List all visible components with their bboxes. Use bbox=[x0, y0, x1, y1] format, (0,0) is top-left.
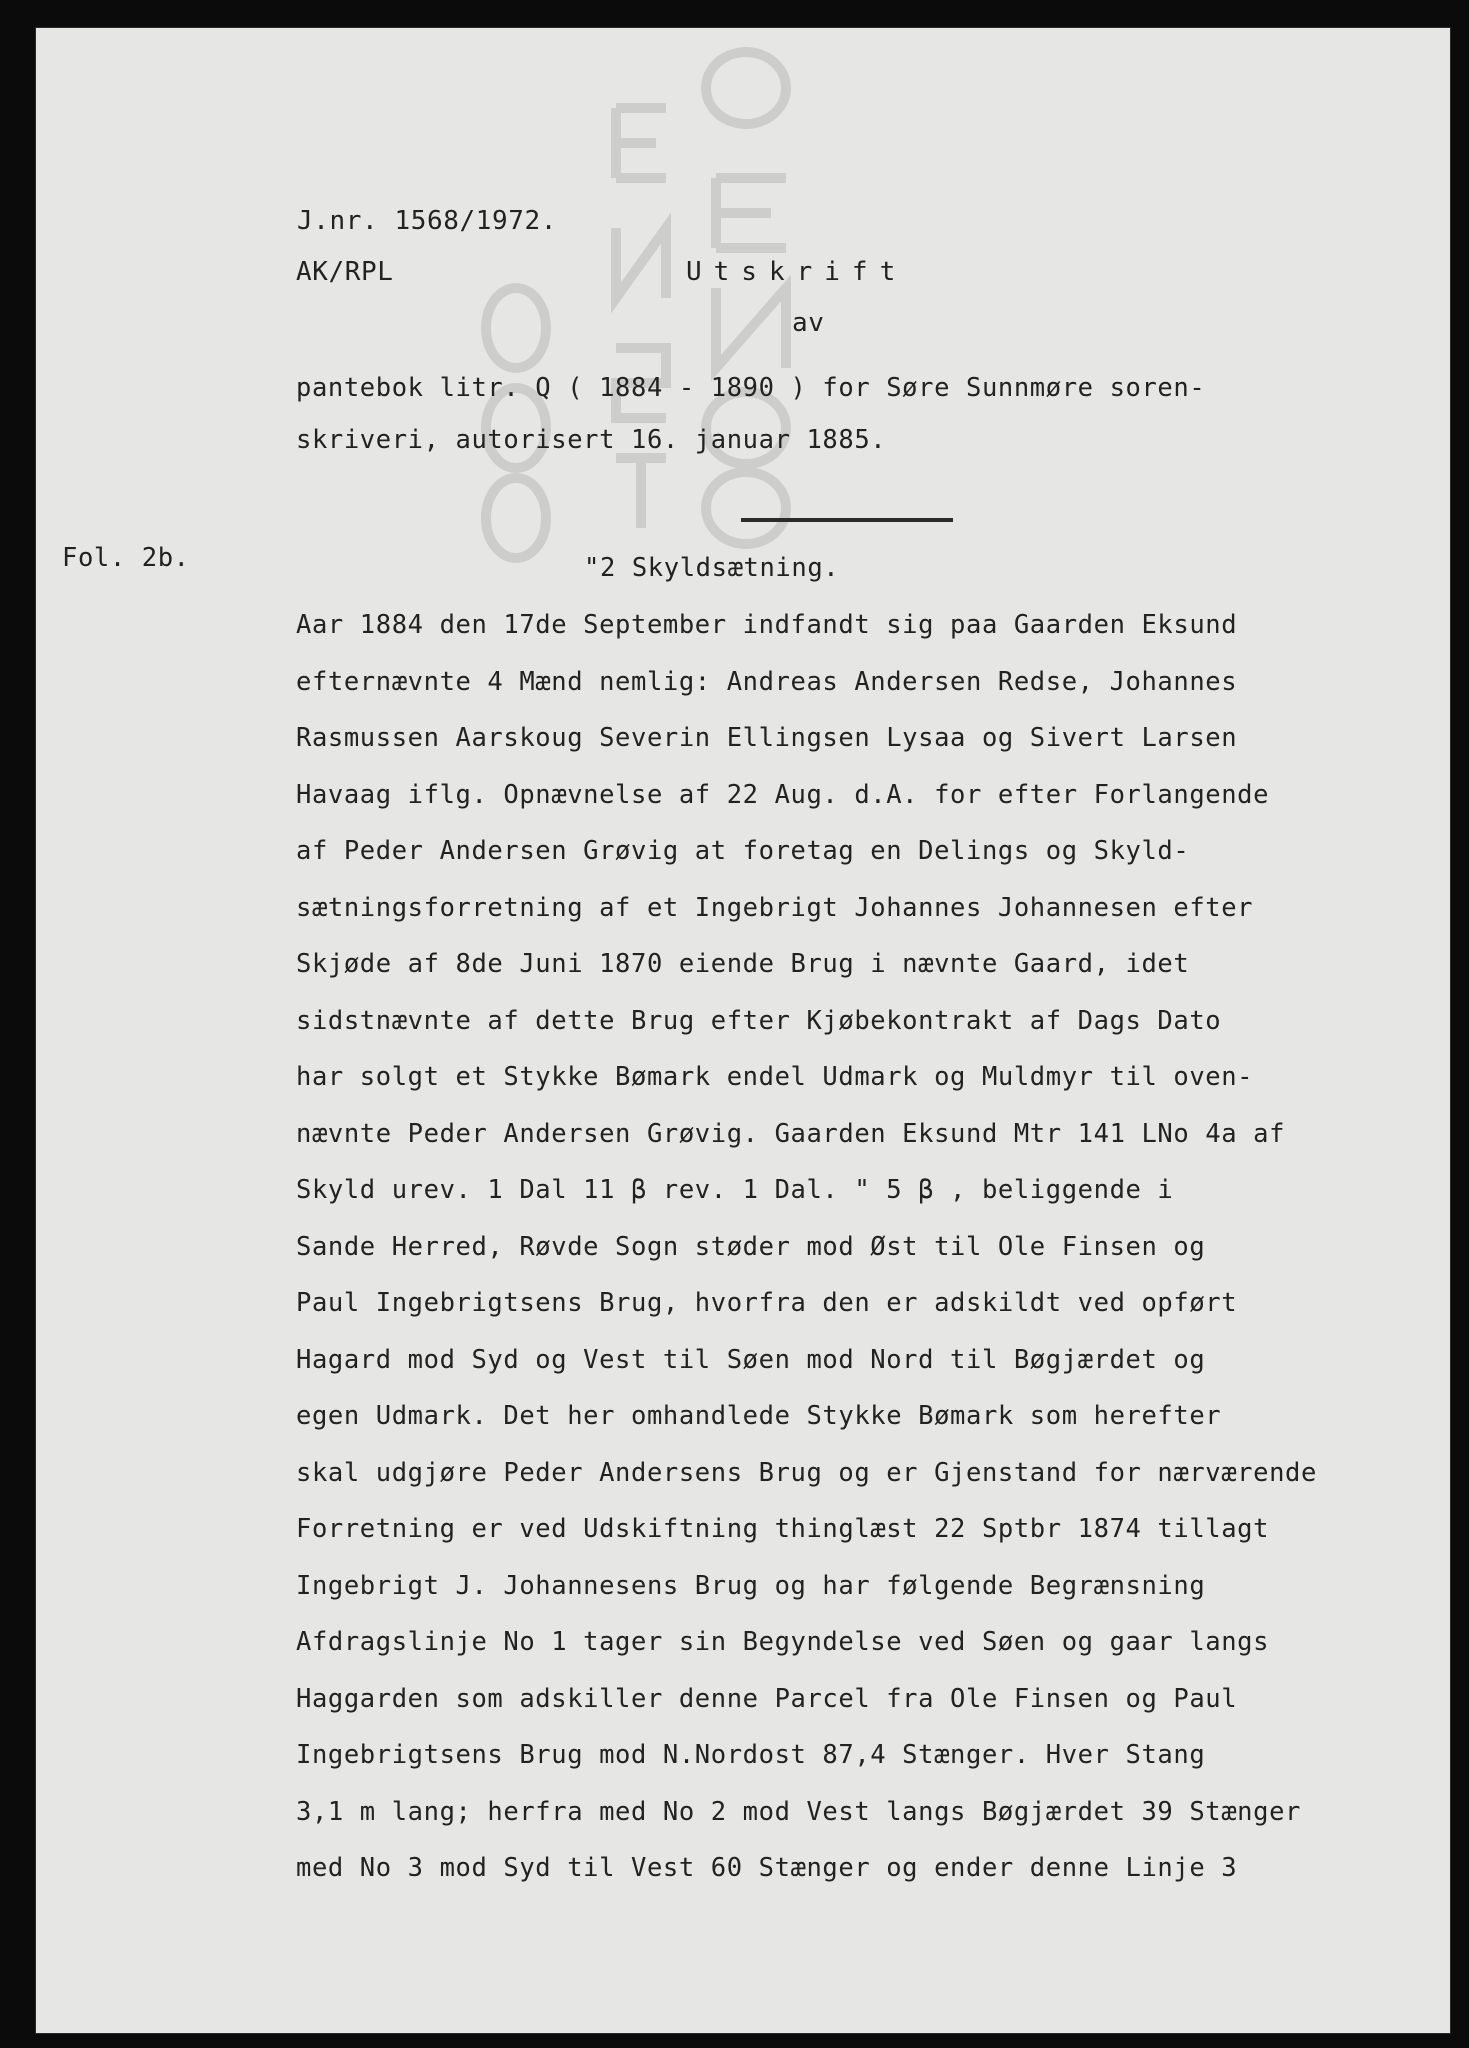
body-line: Aar 1884 den 17de September indfandt sig paa Gaarden Eksund bbox=[296, 610, 1238, 640]
body-line: af Peder Andersen Grøvig at foretag en Delings og Skyld- bbox=[296, 836, 1190, 866]
margin-folio-note bbox=[62, 543, 190, 573]
initials: AK/RPL bbox=[296, 257, 394, 287]
archive-stamp-watermark bbox=[416, 28, 846, 568]
subtitle-line-1: pantebok litr. Q ( 1884 - 1890 ) for Søre Sunnmøre soren- bbox=[296, 373, 1206, 403]
body-line: Hagard mod Syd og Vest til Søen mod Nord til Bøgjærdet og bbox=[296, 1344, 1206, 1375]
document-page bbox=[36, 28, 1450, 2033]
body-line: 3,1 m lang; herfra med No 2 mod Vest langs Bøgjærdet 39 Stænger bbox=[296, 1796, 1301, 1827]
document-title: Utskrift bbox=[686, 257, 908, 287]
body-line: Forretning er ved Udskiftning thinglæst 22 Sptbr 1874 tillagt bbox=[296, 1514, 1270, 1544]
body-line: med No 3 mod Syd til Vest 60 Stænger og ender denne Linje 3 bbox=[296, 1853, 1238, 1883]
subtitle-line-2: skriveri, autorisert 16. januar 1885. bbox=[296, 425, 887, 455]
body-line: Skyld urev. 1 Dal 11 β rev. 1 Dal. " 5 β , beliggende i bbox=[296, 1175, 1174, 1205]
body-line: Ingebrigtsens Brug mod N.Nordost 87,4 Stænger. Hver Stang bbox=[296, 1740, 1206, 1770]
body-line: Skjøde af 8de Juni 1870 eiende Brug i nævnte Gaard, idet bbox=[296, 949, 1190, 979]
body-line: sidstnævnte af dette Brug efter Kjøbekontrakt af Dags Dato bbox=[296, 1005, 1222, 1036]
body-line: efternævnte 4 Mænd nemlig: Andreas Andersen Redse, Johannes bbox=[296, 666, 1238, 697]
body-line: sætningsforretning af et Ingebrigt Johannes Johannesen efter bbox=[296, 892, 1254, 923]
body-line: Afdragslinje No 1 tager sin Begyndelse ved Søen og gaar langs bbox=[296, 1627, 1270, 1657]
folio-note-text: Fol. 2b. bbox=[62, 543, 190, 573]
body-line: Havaag iflg. Opnævnelse af 22 Aug. d.A. for efter Forlangende bbox=[296, 779, 1270, 810]
body-line: nævnte Peder Andersen Grøvig. Gaarden Eksund Mtr 141 LNo 4a af bbox=[296, 1118, 1286, 1149]
body-line: egen Udmark. Det her omhandlede Stykke Bømark som herefter bbox=[296, 1401, 1222, 1431]
body-line: Ingebrigt J. Johannesens Brug og har følgende Begrænsning bbox=[296, 1570, 1206, 1601]
body-line: Haggarden som adskiller denne Parcel fra Ole Finsen og Paul bbox=[296, 1683, 1238, 1714]
body-line: Paul Ingebrigtsens Brug, hvorfra den er adskildt ved opført bbox=[296, 1288, 1238, 1318]
body-line: har solgt et Stykke Bømark endel Udmark og Muldmyr til oven- bbox=[296, 1062, 1254, 1092]
title-av: av bbox=[792, 308, 825, 338]
journal-number: J.nr. 1568/1972. bbox=[297, 206, 558, 236]
body-line: Rasmussen Aarskoug Severin Ellingsen Lysaa og Sivert Larsen bbox=[296, 723, 1238, 753]
body-line: Sande Herred, Røvde Sogn støder mod Øst til Ole Finsen og bbox=[296, 1231, 1206, 1262]
section-heading: "2 Skyldsætning. bbox=[584, 553, 840, 583]
header-divider bbox=[741, 518, 953, 522]
body-line: skal udgjøre Peder Andersens Brug og er Gjenstand for nærværende bbox=[296, 1457, 1317, 1488]
